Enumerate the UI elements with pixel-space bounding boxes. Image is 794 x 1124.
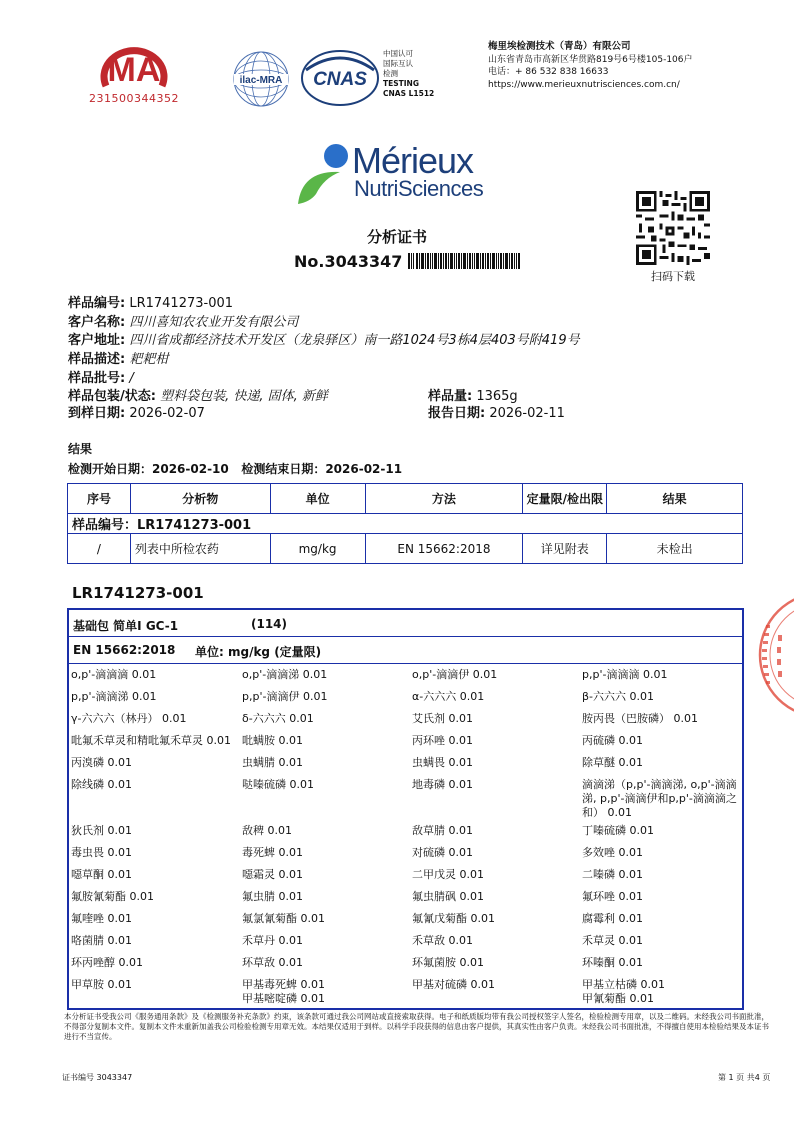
cnas-line: 中国认可 (383, 49, 413, 58)
info-report (428, 404, 565, 423)
cma-number: 231500344352 (89, 92, 179, 105)
info-client (68, 313, 298, 332)
info-desc (68, 350, 168, 369)
analyte-cell: 滴滴涕（p,p'-滴滴涕, o,p'-滴滴涕, p,p'-滴滴伊和p,p'-滴滴滴之和） 0.01 (582, 778, 737, 819)
document-title: 分析证书 (366, 228, 427, 246)
test-dates (68, 460, 402, 477)
analyte-row (71, 934, 742, 956)
info-value: 四川省成都经济技术开发区（龙泉驿区）南一路1024号3栋4层403号附419号 (129, 333, 580, 348)
info-label: 样品量: (428, 389, 473, 404)
info-label: 客户地址: (68, 333, 126, 348)
column-header: 序号 (68, 484, 131, 514)
table-cell: / (68, 534, 131, 564)
analyte-cell: 甲基对硫磷 0.01 (412, 978, 495, 991)
analyte-cell: 敌草腈 0.01 (412, 824, 473, 837)
info-label: 客户名称: (68, 315, 126, 330)
company-address: 山东省青岛市高新区华贯路819号6号楼105-106户 (488, 54, 693, 65)
column-header: 分析物 (130, 484, 270, 514)
analyte-cell: 敌稗 0.01 (242, 824, 292, 837)
company-website[interactable]: https://www.merieuxnutrisciences.com.cn/ (488, 79, 680, 90)
info-value: 2026-02-07 (129, 406, 205, 421)
analyte-cell: 二甲戊灵 0.01 (412, 868, 484, 881)
analyte-row (71, 868, 742, 890)
analyte-cell: 禾草灵 0.01 (582, 934, 643, 947)
analyte-cell: 氟喹唑 0.01 (71, 912, 132, 925)
info-value: LR1741273-001 (129, 296, 234, 311)
info-value: 1365g (476, 389, 518, 404)
info-value: 塑料袋包装, 快递, 固体, 新鲜 (160, 389, 328, 404)
analyte-cell: 噁霜灵 0.01 (242, 868, 303, 881)
analyte-cell: 丁嗪硫磷 0.01 (582, 824, 654, 837)
info-label: 样品编号: (68, 296, 126, 311)
info-address (68, 331, 580, 350)
test-start-date: 检测开始日期：2026-02-10 (68, 462, 229, 476)
analyte-cell: p,p'-滴滴滴 0.01 (582, 668, 668, 681)
test-end-date: 检测结束日期：2026-02-11 (241, 462, 403, 476)
sample-group-row (68, 514, 743, 534)
analyte-cell: 氟氯氰菊酯 0.01 (242, 912, 325, 925)
table-header-row (68, 484, 743, 514)
analyte-cell: β-六六六 0.01 (582, 690, 654, 703)
analyte-row (71, 668, 742, 690)
analyte-cell: 咯菌腈 0.01 (71, 934, 132, 947)
analyte-cell: 氟环唑 0.01 (582, 890, 643, 903)
info-batch (68, 369, 134, 388)
cnas-line: 检测 (383, 69, 398, 78)
unit-label: 单位: mg/kg (定量限) (195, 645, 322, 659)
info-label: 到样日期: (68, 406, 126, 421)
column-header: 定量限/检出限 (523, 484, 607, 514)
summary-table (67, 483, 743, 564)
analyte-cell: p,p'-滴滴伊 0.01 (242, 690, 328, 703)
table-cell: mg/kg (270, 534, 365, 564)
analyte-cell: 艾氏剂 0.01 (412, 712, 473, 725)
analyte-cell: 环丙唑醇 0.01 (71, 956, 143, 969)
info-label: 样品包装/状态: (68, 389, 156, 404)
page-number: 第 1 页 共4 页 (718, 1073, 771, 1082)
cnas-logo (300, 48, 380, 108)
analyte-cell: 狄氏剂 0.01 (71, 824, 132, 837)
analyte-cell: o,p'-滴滴伊 0.01 (412, 668, 498, 681)
analyte-cell: 甲基立枯磷 0.01 甲氰菊酯 0.01 (582, 978, 665, 1005)
package-name: 基础包 简单Ⅰ GC-1 (73, 619, 179, 633)
analyte-cell: 环氟菌胺 0.01 (412, 956, 484, 969)
analyte-cell: 氟胺氰菊酯 0.01 (71, 890, 154, 903)
analyte-cell: 氟氰戊菊酯 0.01 (412, 912, 495, 925)
analyte-cell: 除线磷 0.01 (71, 778, 132, 791)
info-label: 样品描述: (68, 352, 126, 367)
analyte-cell: 甲草胺 0.01 (71, 978, 132, 991)
analyte-row (71, 956, 742, 978)
method-name: EN 15662:2018 (73, 643, 176, 657)
info-label: 样品批号: (68, 371, 126, 386)
info-value: 耙耙柑 (129, 352, 169, 367)
method-row (69, 637, 742, 664)
analyte-cell: 禾草丹 0.01 (242, 934, 303, 947)
column-header: 方法 (365, 484, 523, 514)
analyte-row (71, 824, 742, 846)
company-phone: 电话：+ 86 532 838 16633 (488, 67, 609, 77)
ilac-mra-logo (228, 50, 294, 108)
table-cell: 列表中所检农药 (130, 534, 270, 564)
svg-text:ilac-MRA: ilac-MRA (239, 75, 283, 86)
cnas-line: TESTING (383, 79, 419, 88)
analyte-cell: 噁草酮 0.01 (71, 868, 132, 881)
analyte-cell: 氟虫腈砜 0.01 (412, 890, 484, 903)
svg-text:MA: MA (107, 51, 161, 89)
package-count: (114) (251, 617, 288, 631)
brand-name: Mérieux (352, 140, 474, 181)
analyte-cell: 虫螨腈 0.01 (242, 756, 303, 769)
company-info (488, 41, 693, 91)
merieux-leaf-icon (296, 142, 352, 208)
analyte-row (71, 912, 742, 934)
analyte-cell: α-六六六 0.01 (412, 690, 485, 703)
info-value: 2026-02-11 (489, 406, 565, 421)
analyte-cell: 地毒磷 0.01 (412, 778, 473, 791)
analyte-cell: o,p'-滴滴滴 0.01 (71, 668, 157, 681)
analyte-cell: 虫螨畏 0.01 (412, 756, 473, 769)
info-value: / (129, 371, 134, 386)
analyte-row (71, 734, 742, 756)
analyte-row (71, 978, 742, 1008)
results-title: 结果 (68, 442, 93, 456)
analyte-cell: 哒嗪硫磷 0.01 (242, 778, 314, 791)
detail-heading: LR1741273-001 (72, 584, 204, 602)
analyte-cell: p,p'-滴滴涕 0.01 (71, 690, 157, 703)
analyte-cell: 吡螨胺 0.01 (242, 734, 303, 747)
analyte-cell: 环草敌 0.01 (242, 956, 303, 969)
document-number: No.3043347 (294, 252, 403, 271)
analyte-cell: 禾草敌 0.01 (412, 934, 473, 947)
analyte-cell: 毒虫畏 0.01 (71, 846, 132, 859)
analyte-cell: 多效唑 0.01 (582, 846, 643, 859)
analyte-cell: γ-六六六（林丹） 0.01 (71, 712, 187, 725)
table-cell: 未检出 (607, 534, 743, 564)
detail-box (67, 608, 744, 1010)
analyte-row (71, 778, 742, 824)
analyte-cell: 除草醚 0.01 (582, 756, 643, 769)
barcode-icon (408, 253, 520, 269)
analyte-cell: 胺丙畏（巴胺磷） 0.01 (582, 712, 698, 725)
analyte-cell: 丙环唑 0.01 (412, 734, 473, 747)
info-label: 报告日期: (428, 406, 486, 421)
analyte-cell: 丙溴磷 0.01 (71, 756, 132, 769)
analyte-cell: 丙硫磷 0.01 (582, 734, 643, 747)
analyte-cell: 对硫磷 0.01 (412, 846, 473, 859)
analyte-row (71, 846, 742, 868)
brand-sub: NutriSciences (354, 176, 484, 201)
analyte-row (71, 756, 742, 778)
analyte-cell: 甲基毒死蜱 0.01 甲基嘧啶磷 0.01 (242, 978, 325, 1005)
cnas-line: CNAS L1512 (383, 89, 435, 98)
svg-text:CNAS: CNAS (313, 69, 367, 90)
analyte-cell: 二嗪磷 0.01 (582, 868, 643, 881)
sample-group-label: 样品编号：LR1741273-001 (68, 514, 743, 534)
analyte-cell: 吡氟禾草灵和精吡氟禾草灵 0.01 (71, 734, 231, 747)
analyte-cell: 环嗪酮 0.01 (582, 956, 643, 969)
analyte-cell: δ-六六六 0.01 (242, 712, 314, 725)
info-arrive (68, 404, 205, 423)
analyte-cell: 腐霉利 0.01 (582, 912, 643, 925)
column-header: 单位 (270, 484, 365, 514)
analyte-cell: 毒死蜱 0.01 (242, 846, 303, 859)
official-stamp (752, 585, 794, 725)
info-value: 四川喜知农农业开发有限公司 (129, 315, 299, 330)
cnas-info (383, 49, 434, 99)
company-name: 梅里埃检测技术（青岛）有限公司 (488, 41, 631, 52)
analyte-row (71, 712, 742, 734)
certificate-number: 证书编号 3043347 (62, 1073, 133, 1082)
analyte-cell: o,p'-滴滴涕 0.01 (242, 668, 328, 681)
column-header: 结果 (607, 484, 743, 514)
qr-label: 扫码下载 (651, 270, 695, 283)
table-row (68, 534, 743, 564)
footer-note: 本分析证书受我公司《服务通用条款》及《检测服务补充条款》约束，该条款可通过我公司网站或直接索取获得。电子和纸质版均带有我公司授权签字人签名，检验检测专用章，以及二维码。未经我公司书面批准，不得部分复制本文件。复制本文件未重新加盖我公司检验检测专用章无效。本结果仅适用于到样。以科学手段获得的信息由客户提供，其真实性由客户负责。未经我公司书面批准，不得擅自使用本检验结果及本证书进行不当宣传。 (64, 1012, 769, 1041)
table-cell: EN 15662:2018 (365, 534, 523, 564)
cnas-line: 国际互认 (383, 59, 413, 68)
info-sample-no (68, 294, 233, 313)
analyte-row (71, 690, 742, 712)
package-row (69, 610, 742, 637)
analyte-cell: 氟虫腈 0.01 (242, 890, 303, 903)
analyte-row (71, 890, 742, 912)
table-cell: 详见附表 (523, 534, 607, 564)
